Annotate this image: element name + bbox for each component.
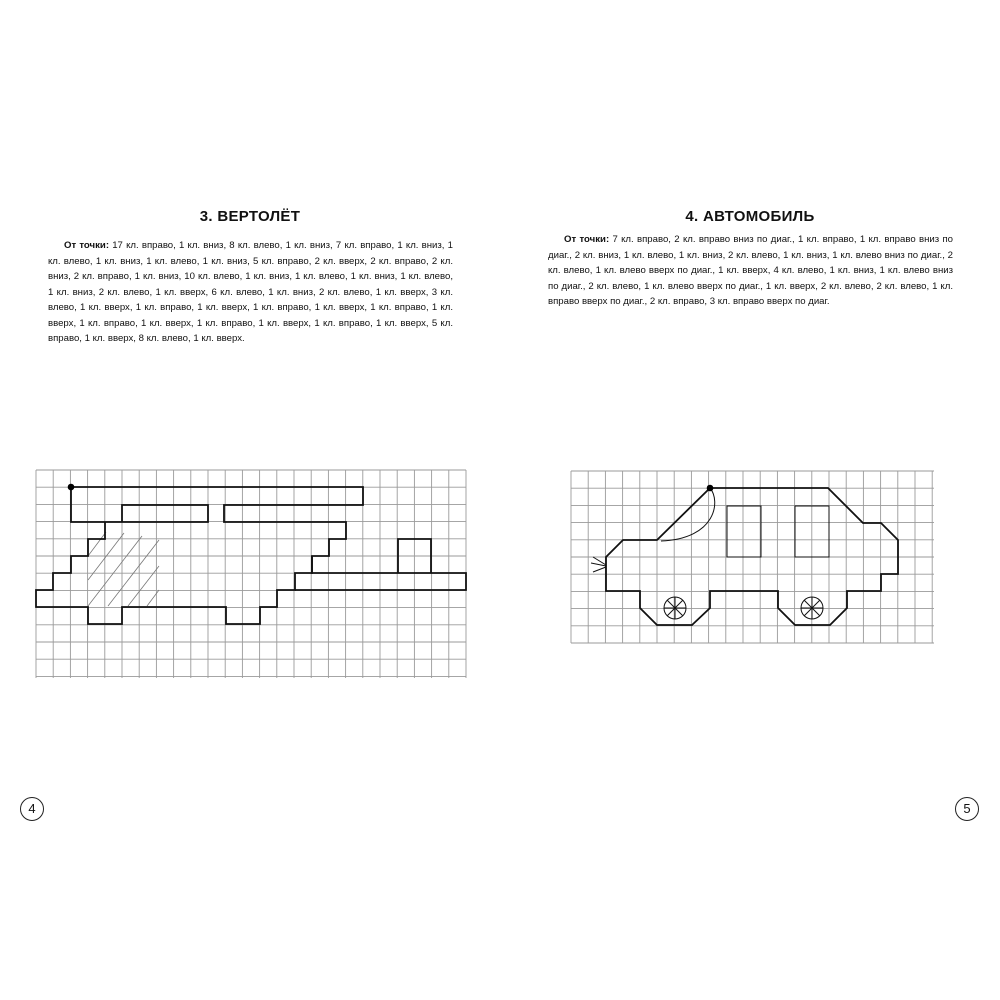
- car-wheel-front: [664, 597, 686, 619]
- car-wheel-rear: [801, 597, 823, 619]
- right-page-number: 5: [955, 797, 979, 821]
- helicopter-grid: [36, 470, 466, 678]
- left-page-number: 4: [20, 797, 44, 821]
- car-exhaust: [591, 557, 606, 572]
- left-instructions: [48, 238, 453, 347]
- left-instruction-text: 17 кл. вправо, 1 кл. вниз, 8 кл. влево, 1 кл. вниз, 7 кл. вправо, 1 кл. вниз, 1 кл. влево, 1 кл. вниз, 1 кл. влево, 1 кл. вниз, 5 кл. вправо, 2 кл. вверх, 2 кл. вправо, 2 кл. вниз, 2 кл. вправо, 1 кл. вниз, 10 кл. влево, 1 кл. вниз, 1 кл. влево, 1 кл. вниз, 1 кл. влево, 1 кл. вниз, 2 кл. влево, 1 кл. вверх, 6 кл. влево, 1 кл. вниз, 2 кл. влево, 1 кл. вверх, 3 кл. влево, 1 кл. вверх, 1 кл. вправо, 1 кл. вверх, 1 кл. вправо, 1 кл. вверх, 1 кл. вправо, 1 кл. вверх, 1 кл. вправо, 1 кл. вверх, 1 кл. вправо, 1 кл. вверх, 1 кл. вправо, 1 кл. вверх, 5 кл. вправо, 1 кл. вверх, 8 кл. влево, 1 кл. вверх.: [48, 240, 453, 344]
- left-instruction-label: От точки:: [64, 240, 110, 251]
- grid-lines: [36, 470, 466, 678]
- right-page-title: 4. АВТОМОБИЛЬ: [685, 208, 815, 225]
- left-page-title: 3. ВЕРТОЛЁТ: [199, 208, 301, 225]
- right-instruction-text: 7 кл. вправо, 2 кл. вправо вниз по диаг., 1 кл. вправо, 1 кл. вправо вниз по диаг., 2 кл. вниз, 1 кл. влево, 1 кл. вниз, 2 кл. влево, 1 кл. вниз, 1 кл. влево вниз по диаг., 2 кл. влево, 1 кл. влево вверх по диаг., 1 кл. вверх, 4 кл. влево, 1 кл. вниз, 1 кл. влево вниз по диаг., 2 кл. влево, 1 кл. влево вверх по диаг., 1 кл. вверх, 2 кл. влево, 2 кл. влево, 1 кл. вправо вверх по диаг., 2 кл. вправо, 3 кл. вправо вверх по диаг.: [548, 234, 954, 307]
- start-point: [707, 485, 714, 492]
- helicopter-hatching: [88, 532, 159, 606]
- helicopter-outline: [36, 487, 363, 624]
- car-window-arc: [661, 488, 715, 541]
- right-instructions: [548, 232, 953, 310]
- right-instruction-label: От точки:: [564, 234, 610, 245]
- start-point: [68, 484, 75, 491]
- car-window-left: [727, 506, 761, 557]
- car-grid: [571, 471, 934, 643]
- helicopter-tail: [295, 556, 466, 590]
